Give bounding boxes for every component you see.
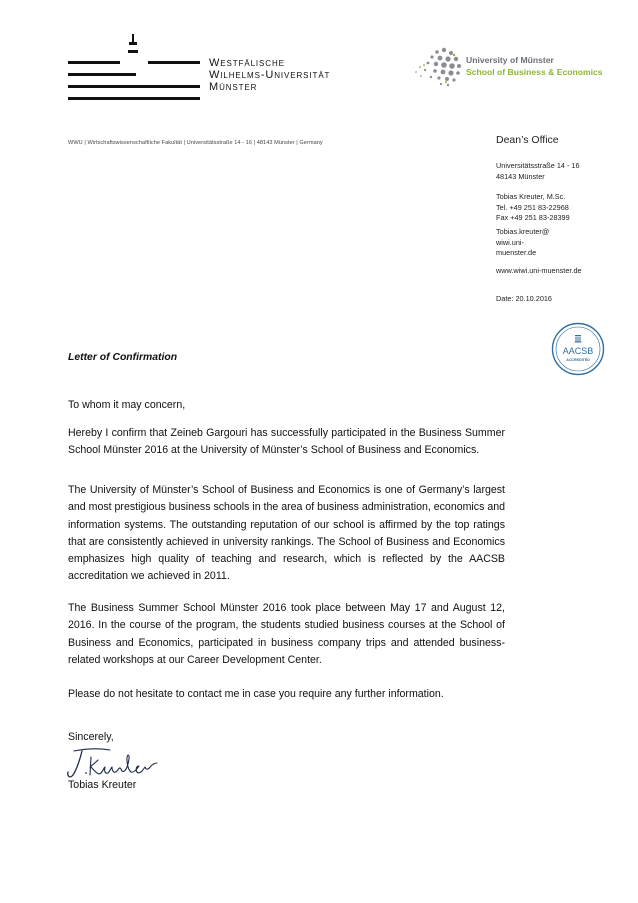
globe-dots-icon [410,45,464,89]
salutation: To whom it may concern, [68,399,186,411]
seal-label: ACCREDITED [566,358,590,362]
logo-bar [68,73,136,76]
aacsb-seal [551,322,605,376]
logo-bar [68,97,200,100]
signature [64,745,164,783]
logo-bar [68,85,200,88]
logo-mark [132,34,134,42]
sender-email: Tobias.kreuter@ wiwi.uni- muenster.de [496,227,550,257]
school-logo-text: University of Münster School of Business & Economics [466,55,603,77]
sender-website: www.wiwi.uni-muenster.de [496,266,582,275]
paragraph-contact: Please do not hesitate to contact me in case you require any further information. [68,688,444,700]
department-title: Dean’s Office [496,134,559,146]
city: 48143 Münster [496,171,545,181]
school-logo [410,45,610,91]
sender-name: Tobias Kreuter, M.Sc. [496,192,566,201]
paragraph-school: The University of Münster’s School of Business and Economics is one of Germany’s largest and most prestigious business schools in the area of business administration, economics and information systems. The outstanding reputation of our school is affirmed by the top ratings that are consistently achieved in university rankings. The School of Business and Economics emphasizes high quality of teaching and research, which is reflected by the AACSB accreditation we achieved in 2011. [68,484,505,583]
street: Universitätsstraße 14 - 16 [496,161,580,170]
letter-date: Date: 20.10.2016 [496,294,552,303]
letter-subject: Letter of Confirmation [68,352,178,363]
sender-address [496,161,580,182]
paragraph-program: The Business Summer School Münster 2016 took place between May 17 and August 12, 2016. In the course of the program, the students studied business courses at the School of Business and Economics, participated in business company trips and attended business-related workshops at our Career Development Center. [68,602,505,666]
paragraph-confirmation: Hereby I confirm that Zeineb Gargouri has successfully participated in the Business Summer School Münster 2016 at the University of Münster’s School of Business and Economics. [68,427,505,457]
sender-contact [496,192,570,224]
logo-mark [128,50,138,53]
signer-name: Tobias Kreuter [68,779,137,791]
sender-address-line: WWU | Wirtschaftswissenschaftliche Fakultät | Universitätsstraße 14 - 16 | 48143 Münster | Germany [68,140,323,146]
aacsb-seal-icon [551,322,605,376]
wwu-logo-text: Westfälische Wilhelms-Universität Münster [209,57,331,93]
seal-acronym: AACSB [562,346,594,356]
logo-bar [68,61,120,64]
fax: Fax +49 251 83-28399 [496,213,570,222]
phone: Tel. +49 251 83-22968 [496,202,569,212]
logo-mark [129,42,137,45]
closing: Sincerely, [68,731,114,743]
wwu-logo [66,30,356,100]
logo-bar [148,61,200,64]
